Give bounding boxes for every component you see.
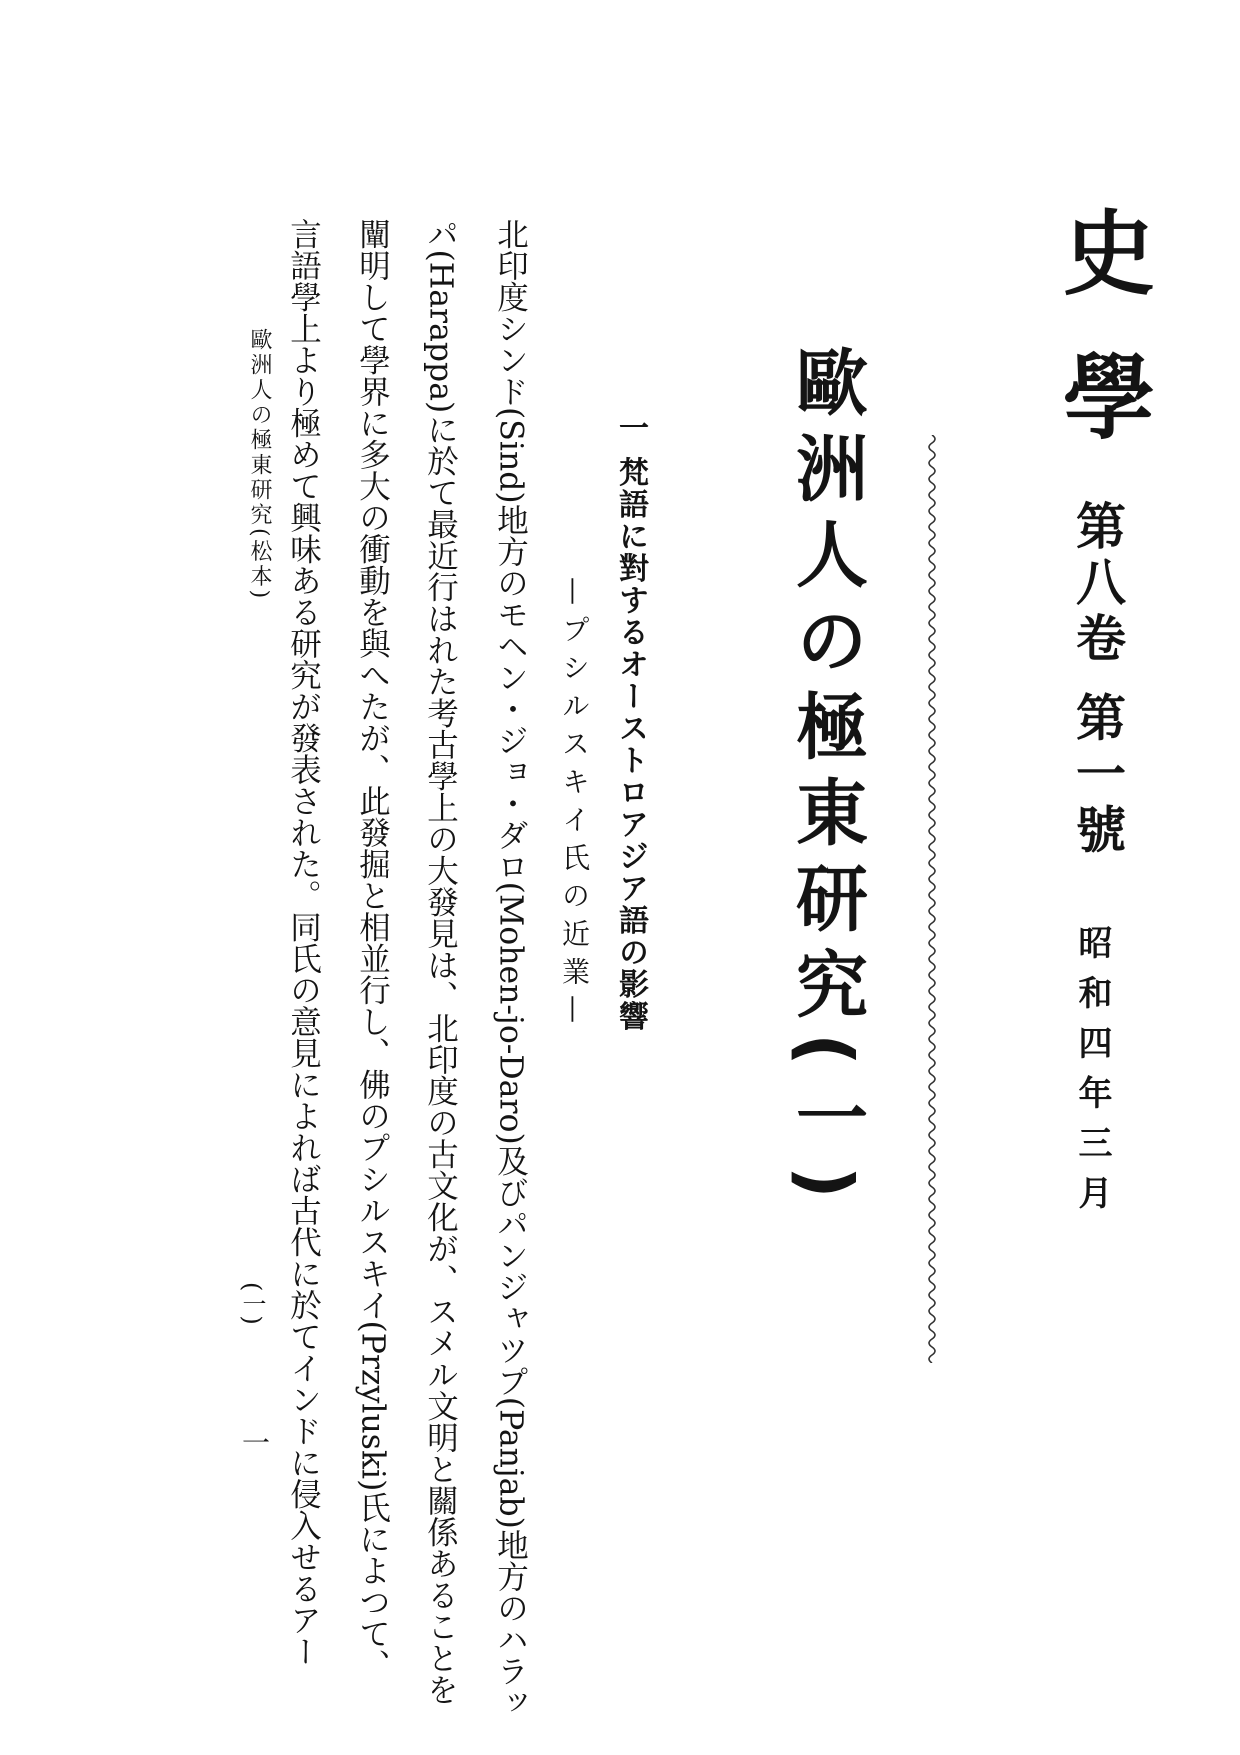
journal-title: 史學 [1048, 205, 1155, 493]
article-title: 歐洲人の極東研究(一) [784, 345, 868, 1213]
page-dash: 一 [238, 1428, 271, 1456]
volume-issue: 第八卷 第一號 [1068, 500, 1126, 860]
page-number: (一) [238, 1282, 266, 1325]
issue-date: 昭和四年三月 [1072, 925, 1112, 1225]
body-line-4: 言語學上より極めて興味ある研究が發表された。同氏の意見によれば古代に於てインドに侵入せるアー [285, 218, 322, 1667]
body-line-3: 闡明して學界に多大の衝動を與へたが、此發掘と相並行し、佛のプシルスキイ(Przyluski)氏によつて、 [354, 218, 391, 1681]
section-subheading: —プシルスキイ氏の近業— [558, 577, 591, 1033]
running-header: 歐洲人の極東研究(松本) [247, 328, 272, 602]
wavy-divider [925, 435, 939, 1363]
section-heading: 一 梵語に對するオーストロアジア語の影響 [613, 412, 648, 1033]
body-line-2: パ(Harappa)に於て最近行はれた考古學上の大發見は、北印度の古文化が、スメル文明と關係あることを [422, 218, 459, 1705]
body-line-1: 北印度シンド(Sind)地方のモヘン・ジョ・ダロ(Mohen-jo-Daro)及びパンジャツプ(Panjab)地方のハラッ [492, 218, 529, 1718]
